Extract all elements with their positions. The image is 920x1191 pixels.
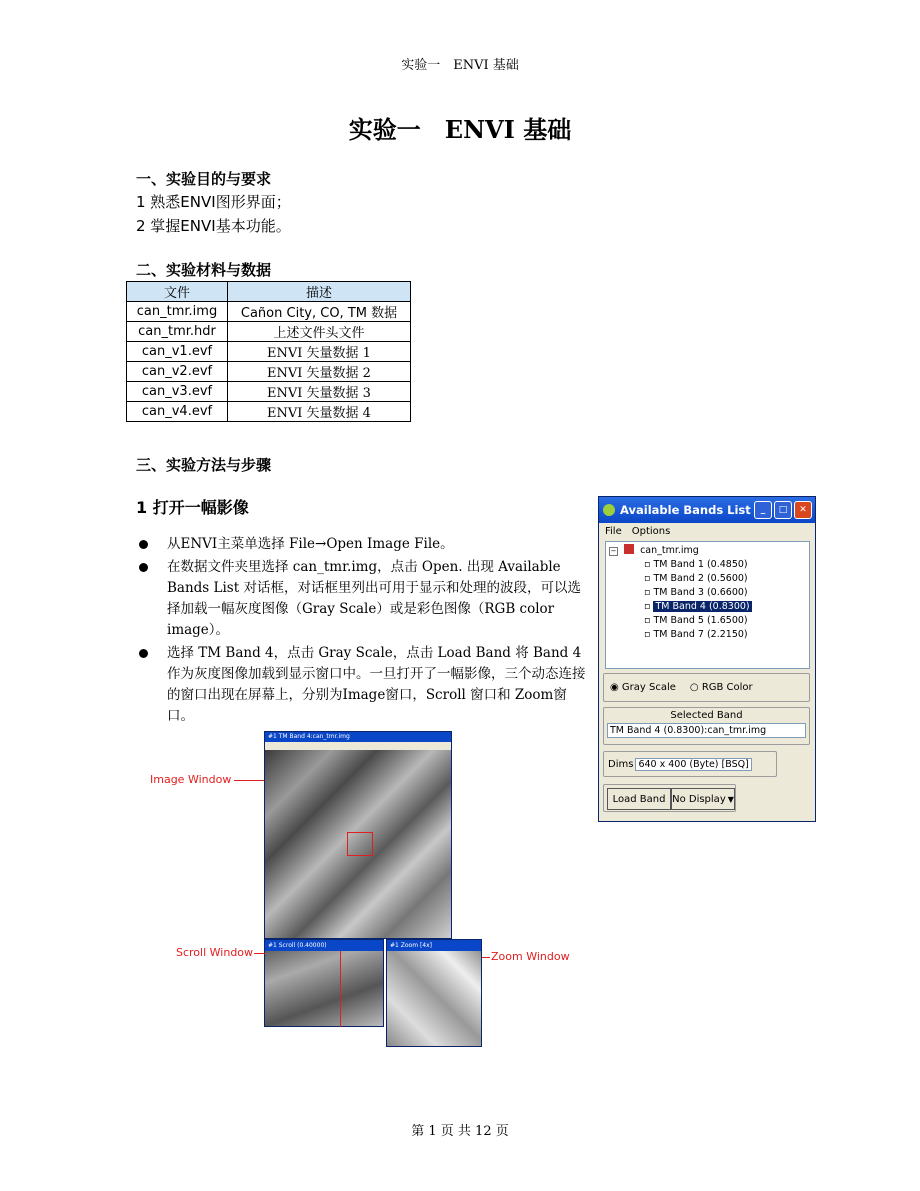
tree-file-label: can_tmr.img	[640, 545, 699, 556]
bullet-icon	[139, 540, 148, 549]
band-item[interactable]	[644, 573, 748, 584]
section3-heading: 三、实验方法与步骤	[136, 456, 272, 474]
band-label: TM Band 4 (0.8300)	[655, 601, 750, 612]
table-header: 文件	[127, 282, 228, 302]
table-cell: Cañon City, CO, TM 数据	[228, 302, 411, 322]
section1-heading: 一、实验目的与要求	[136, 170, 272, 188]
dims-value: 640 x 400 (Byte) [BSQ]	[635, 758, 751, 771]
table-cell: can_tmr.img	[127, 302, 228, 322]
menu-options[interactable]: Options	[631, 525, 671, 537]
window-menu-bar	[599, 523, 815, 539]
minimize-icon[interactable]: _	[754, 501, 772, 519]
band-label: TM Band 2 (0.5600)	[653, 573, 748, 584]
table-cell: ENVI 矢量数据 2	[228, 362, 411, 382]
table-cell: can_v4.evf	[127, 402, 228, 422]
arrow-icon	[482, 957, 490, 958]
page-header: 实验一 ENVI 基础	[401, 58, 519, 73]
rgb-color-radio[interactable]: ○ RGB Color	[689, 682, 753, 693]
window-title-bar	[599, 497, 815, 523]
table-row	[127, 402, 411, 422]
zoom-window-screenshot	[386, 939, 482, 1047]
table-header: 描述	[228, 282, 411, 302]
table-cell: ENVI 矢量数据 1	[228, 342, 411, 362]
table-cell: ENVI 矢量数据 4	[228, 402, 411, 422]
band-tree[interactable]	[605, 541, 810, 669]
band-item[interactable]	[644, 587, 748, 598]
selected-band-label: Selected Band	[670, 710, 743, 721]
list-item-text: 选择 TM Band 4，点击 Gray Scale，点击 Load Band 将 Band 4 作为灰度图像加载到显示窗口中。一旦打开了一幅影像，三个动态连接的窗口出现在屏幕上，分别为Image窗口，Scroll 窗口和 Zoom窗口。	[167, 645, 586, 724]
band-label: TM Band 1 (0.4850)	[653, 559, 748, 570]
image-window-label: Image Window	[150, 773, 232, 786]
load-group	[603, 784, 736, 812]
image-window-menu	[265, 742, 451, 750]
table-cell: ENVI 矢量数据 3	[228, 382, 411, 402]
steps-list	[136, 534, 586, 729]
table-row	[127, 362, 411, 382]
scroll-window-screenshot	[264, 939, 384, 1027]
table-cell: can_v1.evf	[127, 342, 228, 362]
gray-scale-radio[interactable]: ◉ Gray Scale	[610, 682, 676, 693]
band-icon: ▫	[644, 587, 654, 598]
list-item	[136, 557, 586, 641]
page-footer: 第 1 页 共 12 页	[411, 1124, 509, 1139]
raster-file-icon	[624, 544, 634, 554]
maximize-icon[interactable]: □	[774, 501, 792, 519]
section1-item-2: 2 掌握ENVI基本功能。	[136, 217, 291, 235]
bullet-icon	[139, 649, 148, 658]
section1-item-1: 1 熟悉ENVI图形界面；	[136, 193, 291, 211]
radio-label: Gray Scale	[621, 682, 676, 693]
section3-subheading: 1 打开一幅影像	[136, 498, 249, 517]
table-row	[127, 342, 411, 362]
radio-label: RGB Color	[701, 682, 753, 693]
menu-file[interactable]: File	[605, 525, 622, 537]
table-row	[127, 302, 411, 322]
band-label: TM Band 7 (2.2150)	[653, 629, 748, 640]
band-icon: ▫	[644, 615, 654, 626]
band-item-selected[interactable]	[644, 601, 752, 612]
table-cell: can_v2.evf	[127, 362, 228, 382]
band-icon: ▫	[644, 573, 654, 584]
list-item	[136, 534, 586, 555]
dims-group	[603, 751, 777, 777]
zoom-window-title: #1 Zoom [4x]	[387, 940, 481, 951]
page-title: 实验一 ENVI 基础	[348, 115, 572, 144]
table-cell: can_tmr.hdr	[127, 322, 228, 342]
table-row	[127, 382, 411, 402]
window-title: Available Bands List	[620, 503, 751, 517]
band-item[interactable]	[644, 615, 748, 626]
dims-label: Dims	[608, 758, 634, 770]
bullet-icon	[139, 563, 148, 572]
scroll-box-indicator	[340, 951, 341, 1027]
table-header-row	[127, 282, 411, 302]
list-item-text: 在数据文件夹里选择 can_tmr.img，点击 Open. 出现 Available Bands List 对话框，对话框里列出可用于显示和处理的波段，可以选择加载一幅灰度图像（Gray Scale）或是彩色图像（RGB color image）。	[167, 559, 581, 638]
load-band-button[interactable]: Load Band	[607, 788, 671, 810]
tree-file-node[interactable]	[609, 544, 699, 556]
available-bands-window	[598, 496, 816, 822]
scroll-window-label: Scroll Window	[176, 946, 254, 959]
envi-globe-icon	[603, 504, 615, 516]
list-item	[136, 643, 586, 727]
scroll-window-title: #1 Scroll (0.40000)	[265, 940, 383, 951]
collapse-icon[interactable]: −	[610, 547, 617, 555]
list-item-text: 从ENVI主菜单选择 File→Open Image File。	[167, 536, 454, 552]
table-cell: can_v3.evf	[127, 382, 228, 402]
zoom-box-indicator	[347, 832, 373, 856]
band-item[interactable]	[644, 559, 748, 570]
band-label: TM Band 3 (0.6600)	[653, 587, 748, 598]
table-cell: 上述文件头文件	[228, 322, 411, 342]
arrow-icon	[254, 953, 266, 954]
selected-band-group	[603, 707, 810, 745]
band-icon: ▫	[644, 629, 654, 640]
materials-table	[126, 281, 411, 422]
arrow-icon	[234, 780, 264, 781]
display-select[interactable]	[671, 788, 735, 810]
zoom-window-label: Zoom Window	[491, 950, 570, 963]
band-icon: ▫	[644, 559, 654, 570]
color-mode-group	[603, 673, 810, 702]
band-icon: ▫	[644, 601, 654, 612]
display-select-value: No Display	[672, 793, 726, 805]
band-item[interactable]	[644, 629, 748, 640]
image-window-screenshot	[264, 731, 452, 939]
selected-band-value: TM Band 4 (0.8300):can_tmr.img	[607, 723, 806, 738]
section2-heading: 二、实验材料与数据	[136, 261, 272, 279]
band-label: TM Band 5 (1.6500)	[653, 615, 748, 626]
close-icon[interactable]: ✕	[794, 501, 812, 519]
image-window-title: #1 TM Band 4:can_tmr.img	[265, 732, 451, 742]
table-row	[127, 322, 411, 342]
chevron-down-icon: ▼	[727, 794, 734, 804]
